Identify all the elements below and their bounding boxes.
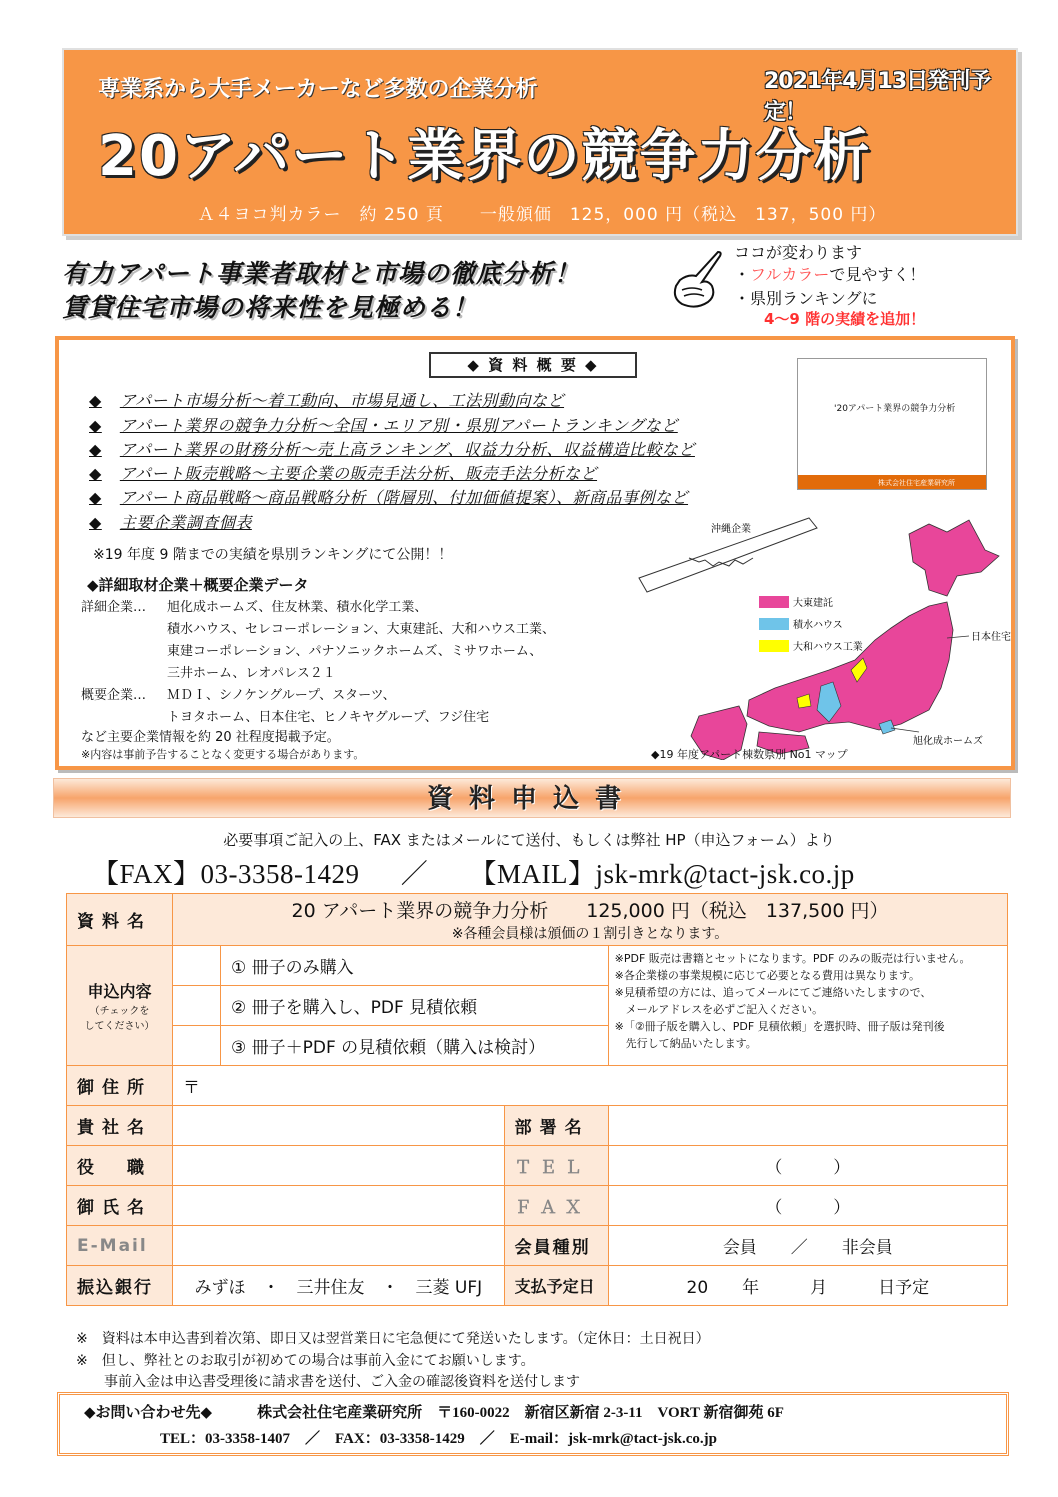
legend-swatch-daiwa	[759, 640, 789, 652]
header-banner	[62, 48, 1018, 236]
overview-item: ◆ アパート業界の財務分析～売上高ランキング、収益力分析、収益構造比較など	[89, 440, 695, 459]
tagline-line2: 賃貸住宅市場の将来性を見極める！	[62, 293, 479, 322]
order-form-table	[66, 893, 1008, 1306]
detail-line: 積水ハウス、セレコーポレーション、大東建託、大和ハウス工業、	[167, 622, 556, 637]
changes-item-3: 4～9 階の実績を追加！	[764, 310, 926, 328]
label-content	[67, 946, 173, 1066]
option-3: ③ 冊子＋PDF の見積依頼（購入は検討）	[221, 1026, 609, 1066]
dept-input[interactable]	[608, 1106, 1007, 1146]
page-title: 20アパート業界の競争力分析	[98, 124, 872, 189]
legend-swatch-sekisui	[759, 618, 789, 630]
changes-item-2: ・県別ランキングに	[734, 289, 878, 308]
legend-sekisui: 積水ハウス	[793, 620, 843, 631]
label-email: E-Mail	[67, 1226, 173, 1266]
changes-item-1: ・フルカラーで見やすく！	[734, 265, 926, 284]
overview-heading: ◆ 資 料 概 要 ◆	[429, 352, 637, 378]
map-label-okinawa: 沖縄企業	[711, 524, 751, 535]
contact-line	[92, 852, 855, 891]
checkbox-option-2[interactable]	[173, 986, 221, 1026]
checkbox-option-1[interactable]	[173, 946, 221, 986]
inquiry-line2: TEL：03-3358-1407 ／ FAX：03-3358-1429 ／ E-mail：jsk-mrk@tact-jsk.co.jp	[160, 1431, 717, 1447]
content-notes	[608, 946, 1007, 1066]
option-1: ① 冊子のみ購入	[221, 946, 609, 986]
detail-line: 旭化成ホームズ、住友林業、積水化学工業、	[167, 600, 428, 615]
map-hokkaido	[909, 520, 999, 596]
inquiry-box	[57, 1392, 1009, 1456]
japan-map	[629, 510, 1019, 760]
map-label-asahi: 旭化成ホームズ	[913, 736, 983, 747]
label-fax: ＦＡＸ	[504, 1186, 608, 1226]
row-email	[67, 1226, 1008, 1266]
footnote: 事前入金は申込書受理後に請求書を送付、ご入金の確認後資料を送付します	[76, 1374, 580, 1390]
row-name	[67, 1186, 1008, 1226]
fax-input[interactable]: （ ）	[608, 1186, 1007, 1226]
label-tel: ＴＥＬ	[504, 1146, 608, 1186]
changes-highlight: フルカラー	[750, 265, 830, 284]
mail-address[interactable]: 【MAIL】jsk-mrk@tact-jsk.co.jp	[469, 859, 855, 889]
ranking-note: ※19 年度 9 階までの実績を県別ランキングにて公開！！	[93, 547, 453, 563]
content-note: ※PDF 販売は書籍とセットになります。PDF のみの販売は行いません。	[614, 952, 971, 965]
row-material	[67, 894, 1008, 946]
tel-input[interactable]: （ ）	[608, 1146, 1007, 1186]
thumb-bar-text: 株式会社住宅産業研究所	[878, 479, 955, 487]
overview-item: ◆ アパート業界の競争力分析～全国・エリア別・県別アパートランキングなど	[89, 416, 678, 435]
content-note: ※各企業様の事業規模に応じて必要となる費用は異なります。	[614, 969, 920, 982]
material-cell	[173, 894, 1008, 946]
address-input[interactable]: 〒	[173, 1066, 1008, 1106]
count-note: など主要企業情報を約 20 社程度掲載予定。	[81, 730, 340, 745]
fax-number: 【FAX】03-3358-1429	[92, 859, 360, 889]
map-label-nihon: 日本住宅	[971, 632, 1011, 643]
label-address: 御住所	[67, 1066, 173, 1106]
okinawa-islands	[689, 558, 753, 566]
label-bank: 振込銀行	[67, 1266, 173, 1306]
label-company: 貴社名	[67, 1106, 173, 1146]
label-position: 役 職	[67, 1146, 173, 1186]
thumb-title: '20アパート業界の競争力分析	[834, 404, 956, 414]
content-sub: （チェックを してください）	[84, 1006, 155, 1032]
material-note: ※各種会員様は頒価の１割引きとなります。	[451, 926, 729, 942]
content-note: 先行して納品いたします。	[614, 1037, 757, 1050]
overview-item: ◆ アパート商品戦略～商品戦略分析（階層別、付加価値提案）、新商品事例など	[89, 488, 689, 507]
content-label: 申込内容	[87, 982, 152, 1001]
form-banner: 資料申込書	[53, 778, 1011, 818]
label-dept: 部署名	[504, 1106, 608, 1146]
form-instructions: 必要事項ご記入の上、FAX またはメールにて送付、もしくは弊社 HP（申込フォーム）より	[223, 831, 835, 849]
detail-line: 三井ホーム、レオパレス２１	[167, 666, 336, 681]
row-address	[67, 1066, 1008, 1106]
data-heading: ◆詳細取材企業＋概要企業データ	[87, 576, 309, 594]
detail-line: 東建コーポレーション、パナソニックホームズ、ミサワホーム、	[167, 644, 543, 659]
option-2: ② 冊子を購入し、PDF 見積依頼	[221, 986, 609, 1026]
company-input[interactable]	[173, 1106, 505, 1146]
email-input[interactable]	[173, 1226, 505, 1266]
legend-daiwa: 大和ハウス工業	[793, 642, 863, 653]
pointing-hand-icon	[668, 246, 724, 314]
member-select[interactable]: 会員 ／ 非会員	[608, 1226, 1007, 1266]
detail-label: 詳細企業…	[81, 600, 147, 615]
inquiry-line1: ◆お問い合わせ先◆ 株式会社住宅産業研究所 〒160-0022 新宿区新宿 2-3-11 VORT 新宿御苑 6F	[84, 1405, 784, 1421]
summary-label: 概要企業…	[81, 688, 147, 703]
row-bank	[67, 1266, 1008, 1306]
changes-heading: ココが変わります	[734, 243, 863, 262]
material-value: 20 アパート業界の競争力分析 125,000 円（税込 137,500 円）	[291, 900, 889, 922]
legend-swatch-daito	[759, 596, 789, 608]
position-input[interactable]	[173, 1146, 505, 1186]
name-input[interactable]	[173, 1186, 505, 1226]
overview-item: ◆ 主要企業調査個表	[89, 513, 252, 532]
row-option-1	[67, 946, 1008, 986]
footnote: ※ 但し、弊社とのお取引が初めての場合は事前入金にてお願いします。	[76, 1353, 535, 1369]
content-note: ※見積希望の方には、追ってメールにてご連絡いたしますので、	[614, 986, 932, 999]
map-caption: ◆19 年度アパート棟数県別 No1 マップ	[651, 748, 848, 761]
label-member: 会員種別	[504, 1226, 608, 1266]
label-material: 資料名	[67, 894, 173, 946]
bank-select[interactable]: みずほ ・ 三井住友 ・ 三菱 UFJ	[173, 1266, 505, 1306]
overview-item: ◆ アパート市場分析～着工動向、市場見通し、工法別動向など	[89, 391, 565, 410]
tagline-line1: 有力アパート事業者取材と市場の徹底分析！	[62, 259, 581, 288]
contact-separator: ／	[400, 859, 429, 889]
label-pay-date: 支払予定日	[504, 1266, 608, 1306]
summary-line: トヨタホーム、日本住宅、ヒノキヤグループ、フジ住宅	[167, 710, 490, 725]
pay-date-input[interactable]: 20 年 月 日予定	[608, 1266, 1007, 1306]
header-subtitle: 専業系から大手メーカーなど多数の企業分析	[98, 77, 538, 102]
legend-daito: 大東建託	[793, 598, 833, 609]
product-spec: Ａ４ヨコ判カラー 約 250 頁 一般頒価 125，000 円（税込 137，500 円）	[197, 205, 887, 225]
content-note: メールアドレスを必ずご記入ください。	[614, 1003, 824, 1016]
checkbox-option-3[interactable]	[173, 1026, 221, 1066]
label-name: 御氏名	[67, 1186, 173, 1226]
footnote: ※ 資料は本申込書到着次第、即日又は翌営業日に宅急便にて発送いたします。（定休日：土日祝日）	[76, 1331, 710, 1347]
content-note: ※「②冊子版を購入し、PDF 見積依頼」を選択時、冊子版は発刊後	[614, 1020, 945, 1033]
row-position	[67, 1146, 1008, 1186]
publication-date: 2021年4月13日発刊予定！	[764, 69, 991, 125]
summary-line: ＭＤＩ、シノケングループ、スターツ、	[167, 688, 396, 703]
overview-box	[55, 336, 1015, 770]
report-cover-thumbnail	[797, 358, 987, 490]
overview-item: ◆ アパート販売戦略～主要企業の販売手法分析、販売手法分析など	[89, 464, 598, 483]
row-company	[67, 1106, 1008, 1146]
change-note: ※内容は事前予告することなく変更する場合があります。	[81, 748, 365, 761]
